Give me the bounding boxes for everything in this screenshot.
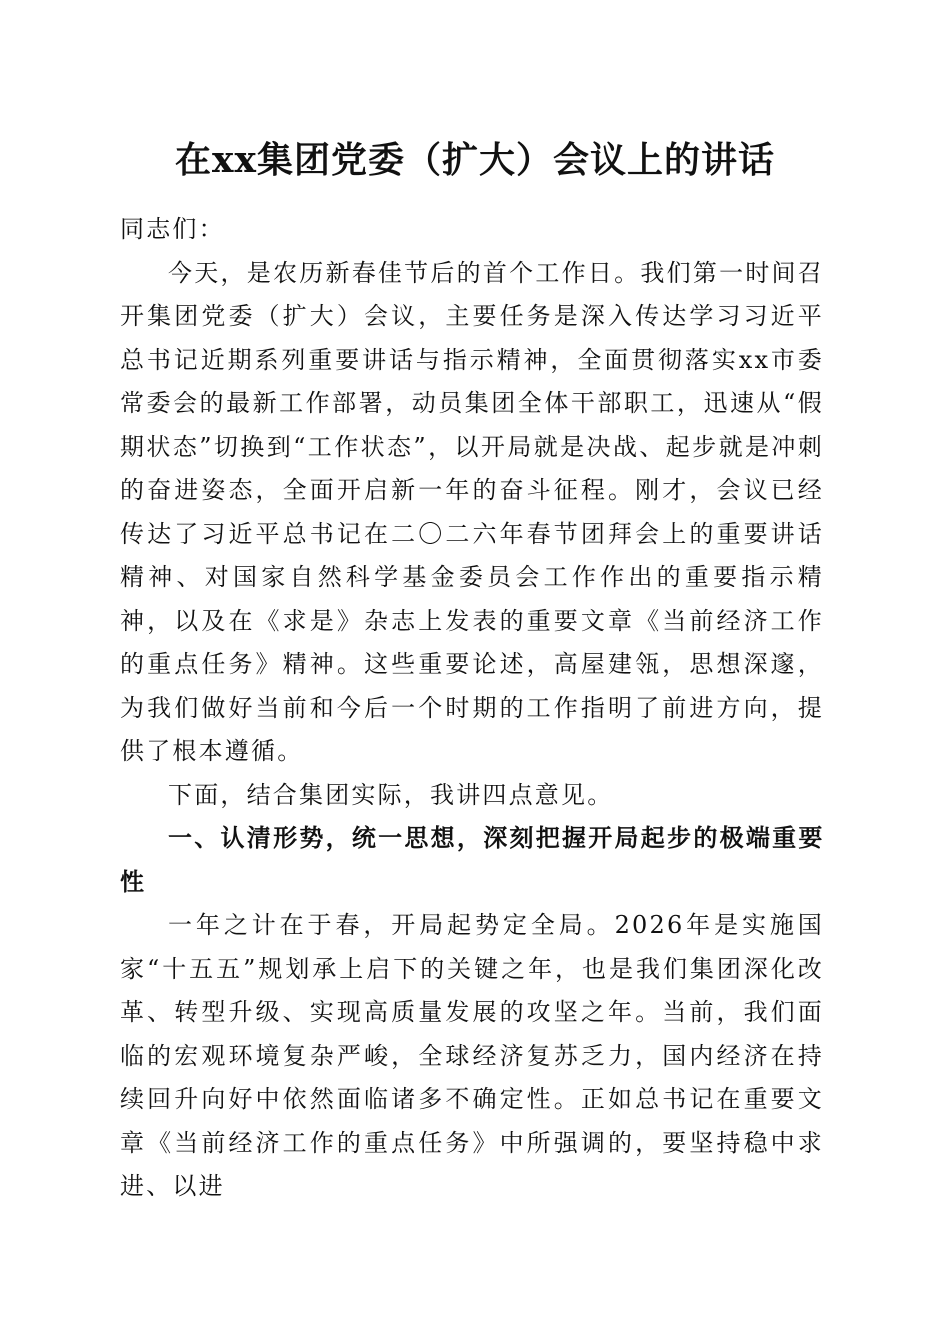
body-paragraph: 今天，是农历新春佳节后的首个工作日。我们第一时间召开集团党委（扩大）会议，主要任务是深入传达学习习近平总书记近期系列重要讲话与指示精神，全面贯彻落实xx市委常委会的最新工作部署，动员集团全体干部职工，迅速从“假期状态”切换到“工作状态”，以开局就是决战、起步就是冲刺的奋进姿态，全面开启新一年的奋斗征程。刚才，会议已经传达了习近平总书记在二〇二六年春节团拜会上的重要讲话精神、对国家自然科学基金委员会工作作出的重要指示精神，以及在《求是》杂志上发表的重要文章《当前经济工作的重点任务》精神。这些重要论述，高屋建瓴，思想深邃，为我们做好当前和今后一个时期的工作指明了前进方向，提供了根本遵循。 xyxy=(120,258,824,765)
salutation: 同志们： xyxy=(120,215,225,243)
section-heading: 一、认清形势，统一思想，深刻把握开局起步的极端重要性 xyxy=(120,824,824,896)
document-body xyxy=(120,208,824,1209)
document-title: 在xx集团党委（扩大）会议上的讲话 xyxy=(175,139,775,181)
body-paragraph: 下面，结合集团实际，我讲四点意见。 xyxy=(168,780,614,809)
section-paragraph: 一年之计在于春，开局起势定全局。2026年是实施国家“十五五”规划承上启下的关键之年，也是我们集团深化改革、转型升级、实现高质量发展的攻坚之年。当前，我们面临的宏观环境复杂严峻，全球经济复苏乏力，国内经济在持续回升向好中依然面临诸多不确定性。正如总书记在重要文章《当前经济工作的重点任务》中所强调的，要坚持稳中求进、以进 xyxy=(120,911,824,1200)
